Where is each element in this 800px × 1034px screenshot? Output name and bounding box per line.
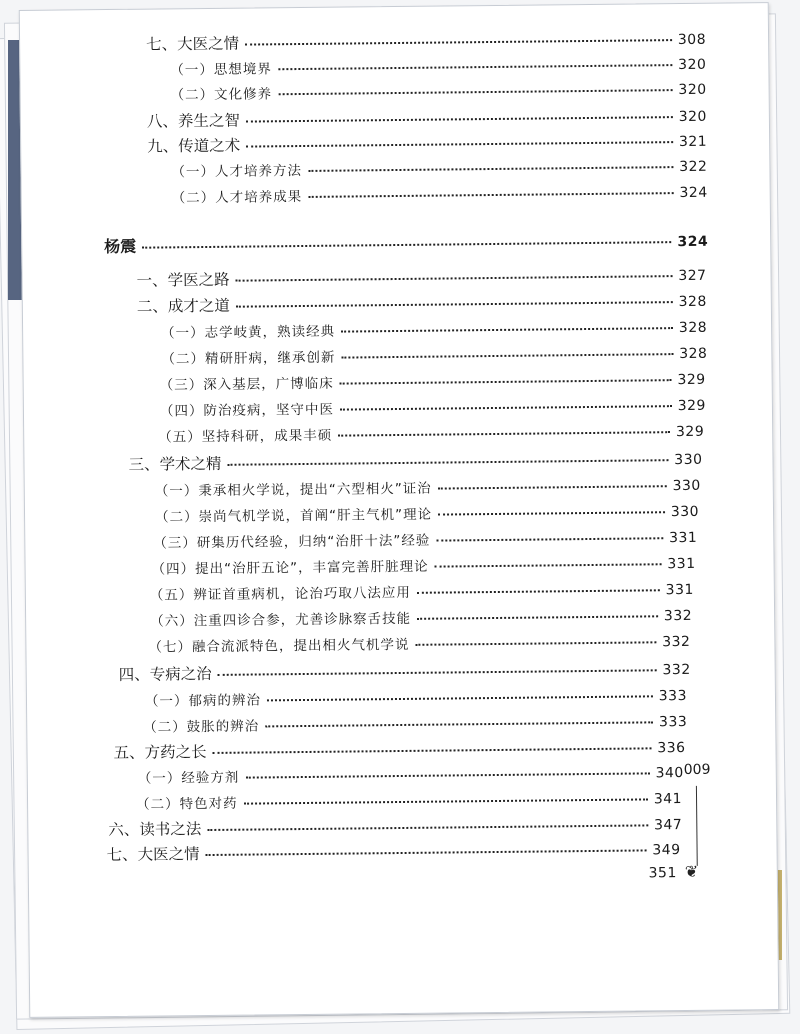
toc-entry-page: 308: [677, 31, 707, 49]
dot-leader: [245, 771, 649, 778]
toc-entry-page: 341: [653, 791, 683, 808]
toc-entry[interactable]: [171, 158, 707, 182]
toc-entry-title: 八、养生之智: [146, 111, 241, 131]
dot-leader: [142, 240, 671, 249]
toc-entry-page: 332: [662, 633, 691, 651]
toc-entry[interactable]: [137, 292, 707, 317]
toc-entry-title: （五）坚持科研，成果丰硕: [158, 427, 333, 446]
toc-entry[interactable]: [160, 371, 706, 395]
dot-leader: [438, 484, 667, 489]
toc-entry-title: （七）融合流派特色，提出相火气机学说: [148, 636, 410, 656]
toc-entry-page: 347: [653, 817, 683, 834]
toc-entry-page: 351: [648, 865, 677, 882]
dot-leader: [340, 378, 672, 384]
toc-entry[interactable]: [160, 397, 706, 421]
toc-entry-page: 331: [668, 529, 698, 547]
flourish-ornament-icon: ❦: [684, 861, 699, 882]
toc-entry-page: 329: [675, 423, 705, 441]
toc-entry-title: 杨震: [104, 236, 137, 257]
toc-entry[interactable]: [170, 56, 706, 80]
toc-entry-title: （一）郁病的辨治: [144, 692, 262, 710]
toc-entry[interactable]: [145, 687, 687, 711]
dot-leader: [308, 191, 673, 198]
toc-entry-page: 328: [678, 293, 707, 311]
toc-entry[interactable]: [148, 633, 690, 657]
toc-entry-title: （四）提出“治肝五论”，丰富完善肝脏理论: [151, 558, 429, 578]
dot-leader: [267, 694, 653, 701]
dot-leader: [213, 746, 652, 754]
toc-entry[interactable]: [143, 713, 687, 737]
toc-entry[interactable]: [161, 345, 707, 369]
toc-entry-title: （二）文化修养: [170, 86, 273, 104]
dot-leader: [340, 404, 672, 410]
toc-entry-page: 320: [678, 56, 707, 74]
toc-entry-title: 六、读书之法: [108, 820, 202, 840]
toc-entry-title: （二）鼓胀的辨治: [143, 718, 260, 736]
toc-entry-page: 329: [677, 397, 707, 415]
toc-entry-title: （一）思想境界: [170, 61, 272, 79]
toc-entry-page: 321: [678, 133, 708, 151]
dot-leader: [278, 88, 672, 95]
toc-entry[interactable]: [171, 81, 707, 105]
dot-leader: [417, 614, 658, 620]
toc-entry[interactable]: [107, 840, 681, 865]
toc-entry-title: （二）精研肝病，继承创新: [161, 349, 336, 368]
toc-entry[interactable]: [138, 764, 684, 788]
dot-leader: [236, 274, 673, 282]
dot-leader: [228, 458, 669, 466]
toc-entry[interactable]: [128, 450, 702, 475]
toc-entry-page: 328: [678, 319, 708, 337]
toc-entry[interactable]: [150, 607, 692, 631]
toc-entry-title: （一）秉承相火学说，提出“六型相火”证治: [154, 480, 432, 500]
toc-entry[interactable]: [155, 477, 701, 501]
toc-entry-title: 四、专病之治: [118, 664, 212, 684]
toc-entry-title: （二）崇尚气机学说，首阐“肝主气机”理论: [154, 506, 433, 526]
toc-entry-page: 340: [655, 765, 684, 782]
toc-entry-page: 320: [678, 81, 707, 99]
toc-entry[interactable]: [108, 815, 682, 840]
toc-chapter-heading[interactable]: [104, 232, 708, 257]
toc-entry-page: 332: [662, 661, 691, 679]
toc-entry-title: （一）人才培养方法: [171, 162, 303, 181]
toc-entry[interactable]: [153, 529, 697, 553]
toc-entry-title: （六）注重四诊合参，尤善诊脉察舌技能: [150, 610, 412, 630]
toc-entry[interactable]: [147, 107, 707, 132]
dot-leader: [341, 352, 673, 358]
dot-leader: [435, 562, 662, 567]
dot-leader: [236, 300, 673, 308]
toc-entry[interactable]: [136, 266, 706, 291]
toc-entry-page: 349: [652, 842, 681, 859]
dot-leader: [338, 430, 670, 436]
toc-entry[interactable]: [172, 184, 708, 208]
toc-entry-page: 333: [658, 713, 688, 731]
toc-entry-title: （三）研集历代经验，归纳“治肝十法”经验: [153, 532, 431, 552]
toc-entry-page: 327: [678, 267, 707, 285]
toc-entry-title: 一、学医之路: [136, 270, 230, 290]
dot-leader: [308, 165, 673, 172]
dot-leader: [438, 510, 665, 515]
toc-entry-page: 324: [677, 233, 709, 251]
toc-entry-page: 329: [677, 371, 706, 389]
dot-leader: [436, 536, 663, 541]
toc-page: [19, 2, 780, 1018]
toc-entry-page: 328: [679, 345, 708, 363]
dot-leader: [218, 668, 657, 676]
toc-entry-title: （二）特色对药: [135, 795, 238, 813]
toc-entry[interactable]: [152, 555, 696, 579]
toc-entry-page: 322: [679, 158, 708, 176]
toc-entry-page: 331: [667, 555, 696, 573]
toc-entry[interactable]: [105, 864, 677, 888]
toc-entry-title: 七、大医之情: [146, 34, 240, 54]
toc-entry-title: （一）志学岐黄，熟读经典: [161, 323, 336, 342]
dot-leader: [245, 38, 672, 45]
toc-entry[interactable]: [150, 581, 694, 605]
dot-leader: [244, 797, 648, 804]
toc-entry[interactable]: [136, 790, 682, 814]
dot-leader: [415, 640, 656, 646]
dot-leader: [246, 115, 673, 122]
dot-leader: [207, 823, 648, 831]
toc-entry-title: （三）深入基层，广博临床: [159, 375, 334, 394]
table-of-contents: [20, 3, 778, 1017]
toc-entry-page: 331: [665, 581, 694, 599]
toc-entry-page: 333: [658, 687, 688, 705]
toc-entry-page: 330: [674, 451, 703, 469]
toc-entry-title: （一）经验方剂: [137, 769, 240, 787]
toc-entry-page: 336: [657, 740, 686, 757]
folio-rule: [696, 786, 698, 866]
toc-entry[interactable]: [113, 738, 685, 763]
dot-leader: [278, 63, 672, 70]
toc-entry-page: 330: [672, 477, 701, 495]
toc-entry-title: 二、成才之道: [136, 296, 230, 316]
toc-entry-title: （二）人才培养成果: [171, 188, 303, 207]
toc-entry-title: 七、大医之情: [106, 845, 200, 865]
toc-entry[interactable]: [158, 423, 704, 447]
toc-entry-page: 332: [663, 607, 693, 625]
toc-entry-page: 330: [670, 503, 700, 521]
toc-entry-title: 三、学术之精: [128, 454, 222, 474]
dot-leader: [265, 720, 653, 727]
toc-entry-title: （五）辨证首重病机，论治巧取八法应用: [149, 584, 411, 604]
dot-leader: [246, 140, 673, 147]
toc-entry[interactable]: [146, 30, 706, 55]
dot-leader: [206, 848, 647, 856]
toc-entry[interactable]: [155, 503, 699, 527]
toc-entry[interactable]: [147, 132, 707, 157]
toc-entry-title: 五、方药之长: [113, 743, 207, 763]
toc-entry[interactable]: [161, 319, 707, 343]
toc-entry-page: 320: [678, 108, 707, 126]
dot-leader: [417, 588, 660, 594]
dot-leader: [341, 326, 673, 332]
toc-entry-title: （四）防治疫病，坚守中医: [159, 401, 335, 420]
toc-entry-page: 324: [679, 184, 708, 202]
toc-entry[interactable]: [119, 660, 691, 685]
page-number: 009: [683, 761, 711, 779]
toc-entry-title: 九、传道之术: [147, 136, 241, 156]
